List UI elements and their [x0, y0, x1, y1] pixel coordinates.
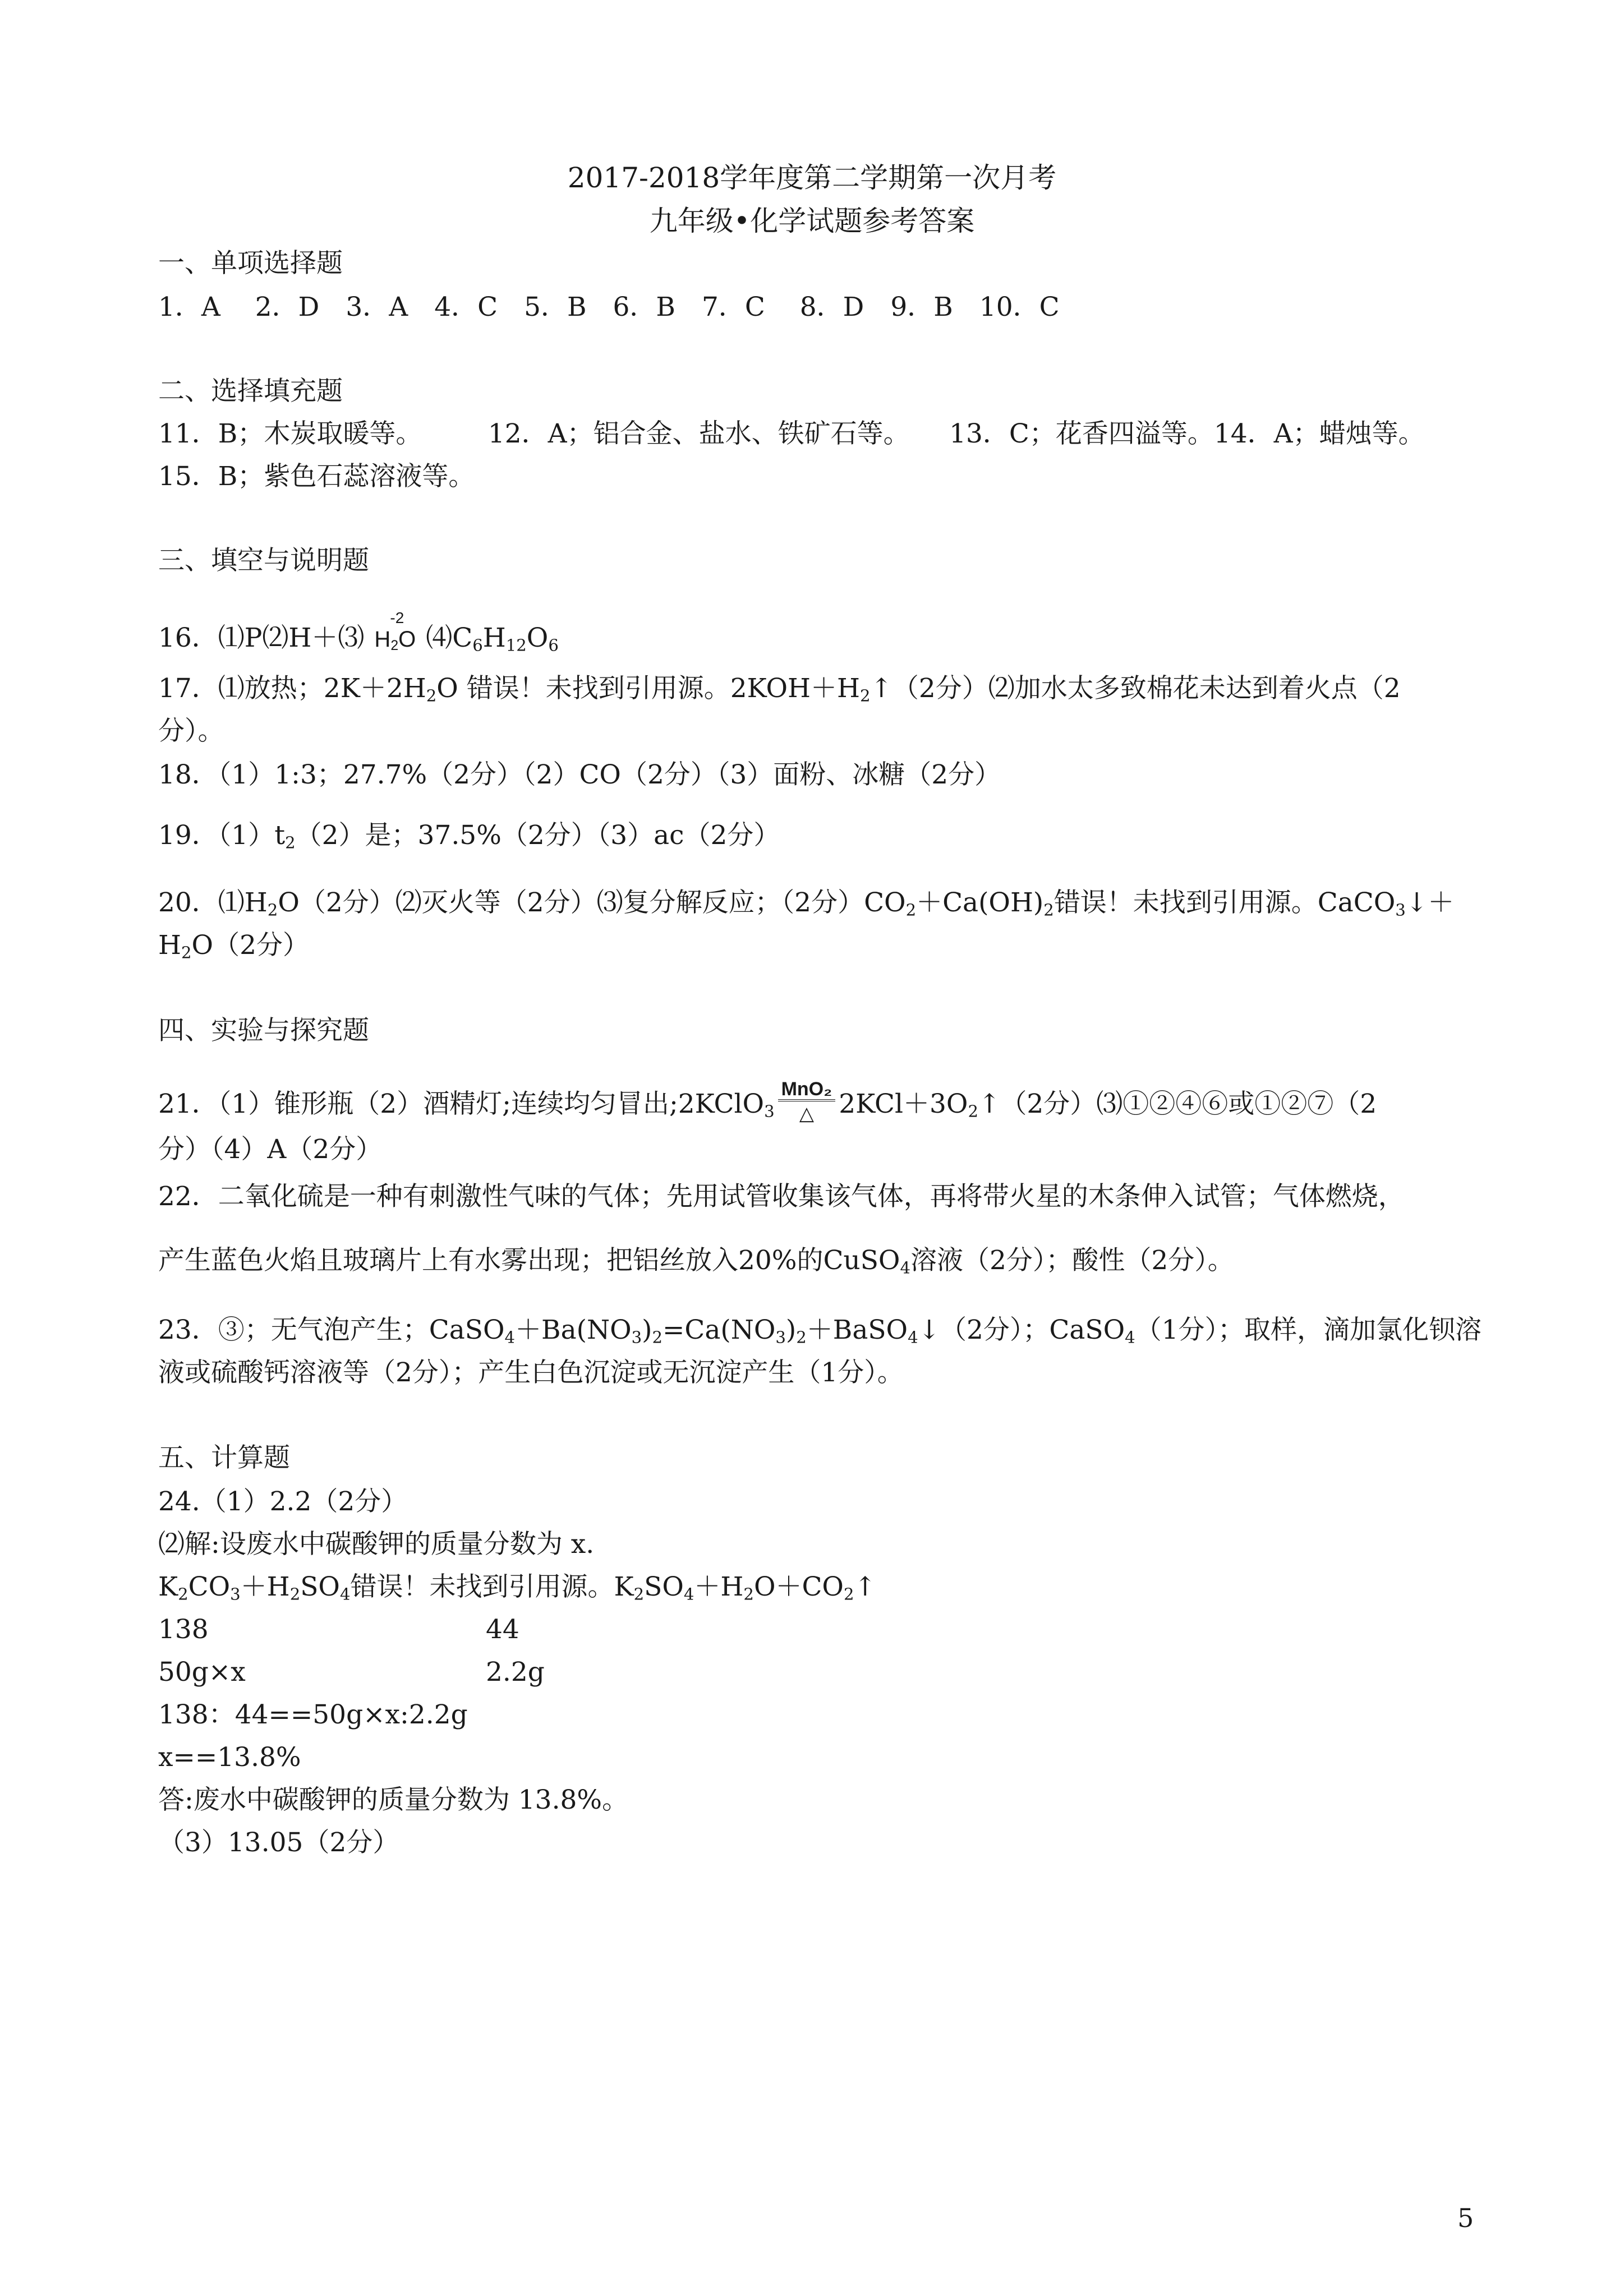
calc-line-5: 答:废水中碳酸钾的质量分数为 13.8%。	[158, 1785, 629, 1815]
page-number: 5	[1457, 2203, 1474, 2233]
section-heading-experiment: 四、实验与探究题	[158, 1015, 369, 1046]
answer-17-line-2: 分）。	[158, 716, 224, 746]
water-charge-formula: -2 $H_2O$	[374, 609, 416, 654]
answer-23-line-2: 液或硫酸钙溶液等（2分）；产生白色沉淀或无沉淀产生（1分）。	[158, 1357, 904, 1388]
answer-23-line-1: 23．③；无气泡产生；$CaSO_4+Ba(NO_3)_2=Ca(NO_3)_2+BaSO_4↓(2$分）；CaSO$_4$（1分）；取样，滴加氯化钡溶	[158, 1315, 1482, 1347]
section-heading-choice-fill: 二、选择填充题	[158, 376, 343, 407]
answer-22-line-2: 产生蓝色火焰且玻璃片上有水雾出现；把铝丝放入20%的CuSO$_4$溶液（2分）；酸性（2分）。	[158, 1245, 1234, 1278]
calc-line-3: 138：44==50g×x:2.2g	[158, 1699, 468, 1730]
single-choice-answers: 1．A 2．D 3．A 4．C 5．B 6．B 7．C 8．D 9．B 10．C	[158, 292, 1060, 322]
calc-line-2: ⑵解:设废水中碳酸钾的质量分数为 x.	[158, 1529, 595, 1560]
section-heading-calculation: 五、计算题	[158, 1442, 290, 1473]
calc-line-1: 24.（1）2.2（2分）	[158, 1486, 408, 1517]
document-subtitle: 九年级•化学试题参考答案	[649, 205, 975, 237]
section-heading-fill-explain: 三、填空与说明题	[158, 545, 369, 576]
answer-18: 18．（1）1:3；27.7%（2分）（2）CO（2分）（3）面粉、冰糖（2分）	[158, 759, 1001, 790]
calc-ratio-row-1: 138 44	[158, 1614, 519, 1645]
document-title: 2017-2018学年度第二学期第一次月考	[567, 162, 1057, 194]
answer-16: 16．⑴P⑵H＋⑶ -2 $H_2O$ $⑷C_6H_{12}O_6$	[158, 621, 559, 656]
choice-fill-line-2: 15．B；紫色石蕊溶液等。	[158, 461, 475, 492]
answer-22-line-1: 22．二氧化硫是一种有刺激性气味的气体；先用试管收集该气体，再将带火星的木条伸入试管；气体燃烧，	[158, 1181, 1405, 1212]
calc-line-6: （3）13.05（2分）	[158, 1827, 399, 1858]
answer-21-line-1: 21．（1）锥形瓶（2）酒精灯;连续均匀冒出;2KClO$_3$ $\frac{\text{MnO₂}}{\triangle}$ $2KCl+3O_2↑(2$分）⑶①②④⑥或①②⑦（2	[158, 1078, 1377, 1125]
reaction-condition: $\frac{\text{MnO₂}}{\triangle}$	[778, 1079, 836, 1126]
answer-21-line-2: 分）（4）A（2分）	[158, 1134, 383, 1165]
calc-ratio-row-2: 50g×x 2.2g	[158, 1657, 545, 1688]
answer-19: 19．$(1)t_2(2)$是；37.5%（2分）（3）ac（2分）	[158, 820, 780, 852]
choice-fill-line-1: 11．B；木炭取暖等。 12．A；铝合金、盐水、铁矿石等。 13．C；花香四溢等。14．A；蜡烛等。	[158, 418, 1425, 449]
section-heading-single-choice: 一、单项选择题	[158, 248, 343, 279]
answer-20-line-1: 20．$⑴H_2O(2$分）⑵灭火等（2分）⑶复分解反应；（2分）$CO_2+Ca(OH)_2$错误！未找到引用源。CaCO$_3$↓＋	[158, 887, 1455, 920]
answer-17-line-1: 17．⑴放热；$2K+2H_2O$ 错误！未找到引用源。$2KOH+H_2↑(2$分）⑵加水太多致棉花未达到着火点（2	[158, 673, 1401, 706]
calc-equation: $K_2CO_3+H_2SO_4$错误！未找到引用源。$K_2SO_4+H_2O+CO_2↑$	[158, 1571, 876, 1604]
answer-20-line-2: $H_2O(2$分）	[158, 930, 309, 962]
calc-line-4: x==13.8%	[158, 1742, 301, 1773]
